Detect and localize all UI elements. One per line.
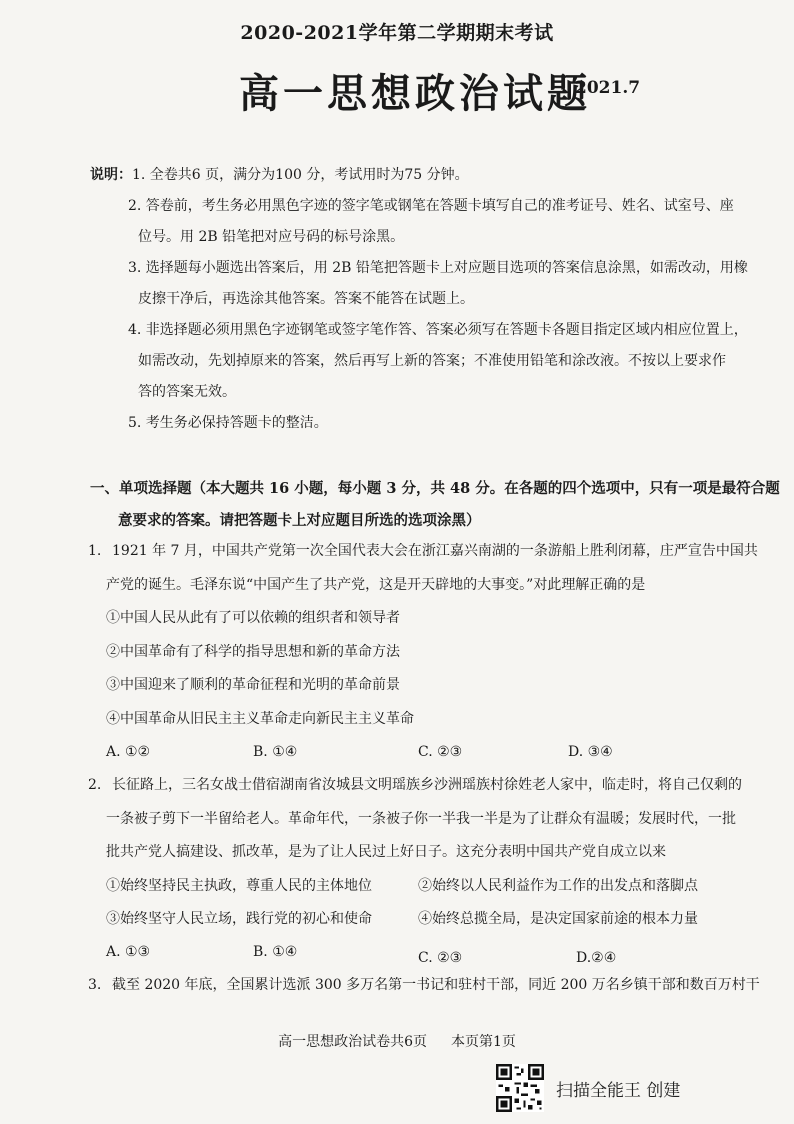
- watermark-text: 扫描全能王 创建: [556, 1081, 681, 1101]
- footer-total-pages: 高一思想政治试卷共6页: [278, 1034, 427, 1050]
- section-heading: 一、单项选择题（本大题共 16 小题，每小题 3 分，共 48 分。在各题的四个选项中，只有一项是最符合题 意要求的答案。请把答题卡上对应题目所选的选项涂黑）: [90, 480, 780, 529]
- instruction-item: 2. 答卷前，考生务必用黑色字迹的签字笔或钢笔在答题卡填写自己的准考证号、姓名、试室号、座: [128, 198, 734, 214]
- page-title: 高一思想政治试题: [239, 70, 591, 117]
- instruction-item-cont: 皮擦干净后，再选涂其他答案。答案不能答在试题上。: [138, 291, 474, 307]
- instruction-item-cont: 如需改动，先划掉原来的答案，然后再写上新的答案；不准使用铅笔和涂改液。不按以上要求作: [138, 353, 726, 369]
- question-3-stem: 3. 截至 2020 年底，全国累计选派 300 多万名第一书记和驻村干部，同近 200 万名乡镇干部和数百万村干: [88, 976, 760, 993]
- question-2-choices: [88, 936, 780, 969]
- instruction-item: 3. 选择题每小题选出答案后，用 2B 铅笔把答题卡上对应题目选项的答案信息涂黑，如需改动，用橡: [128, 260, 748, 276]
- instruction-item-cont: 位号。用 2B 铅笔把对应号码的标号涂黑。: [138, 229, 405, 245]
- title-row: [0, 62, 794, 117]
- question-2-options-row: [88, 870, 780, 903]
- instruction-item: 1. 全卷共6 页，满分为100 分，考试用时为75 分钟。: [132, 167, 469, 183]
- choice-b: B. ①④: [253, 744, 298, 760]
- exam-date: 2021.7: [575, 78, 641, 98]
- choice-d: D.②④: [576, 949, 617, 966]
- question-2-option: ①始终坚持民主执政，尊重人民的主体地位: [106, 877, 372, 894]
- question-2-option: ④始终总揽全局，是决定国家前途的根本力量: [418, 910, 698, 927]
- choice-a: A. ①③: [106, 943, 151, 960]
- instruction-item: 4. 非选择题必须用黑色字迹钢笔或签字笔作答、答案必须写在答题卡各题目指定区域内相应位置上，: [128, 322, 748, 338]
- question-1-option: ③中国迎来了顺利的革命征程和光明的革命前景: [106, 677, 400, 693]
- instruction-item-cont: 答的答案无效。: [138, 384, 236, 400]
- question-1-option: ②中国革命有了科学的指导思想和新的革命方法: [106, 643, 400, 660]
- question-2-stem-cont: 批共产党人搞建设、抓改革，是为了让人民过上好日子。这充分表明中国共产党自成立以来: [106, 844, 666, 860]
- question-2-option: ②始终以人民利益作为工作的出发点和落脚点: [418, 877, 698, 894]
- question-2-stem-cont: 一条被子剪下一半留给老人。革命年代，一条被子你一半我一半是为了让群众有温暖；发展时代，一批: [106, 810, 736, 827]
- scanner-watermark: [496, 1064, 756, 1116]
- instructions: [90, 160, 780, 439]
- question-1-option: ①中国人民从此有了可以依赖的组织者和领导者: [106, 610, 400, 626]
- choice-d: D. ③④: [568, 744, 613, 760]
- question-2-stem: 2. 长征路上，三名女战士借宿湖南省汝城县文明瑶族乡沙洲瑶族村徐姓老人家中，临走时，将自己仅剩的: [88, 777, 742, 793]
- page-footer: [0, 1031, 794, 1051]
- qr-code-icon: [496, 1064, 544, 1112]
- questions: [88, 535, 780, 1002]
- instructions-prefix: 说明：: [90, 167, 132, 183]
- question-1-option: ④中国革命从旧民主主义革命走向新民主主义革命: [106, 710, 414, 727]
- choice-c: C. ②③: [418, 744, 463, 760]
- question-2-option: ③始终坚守人民立场，践行党的初心和使命: [106, 910, 372, 927]
- exam-name: 2020-2021学年第二学期期末考试: [240, 22, 554, 44]
- choice-b: B. ①④: [253, 943, 298, 960]
- question-2-options-row: [88, 903, 780, 936]
- choice-c: C. ②③: [418, 949, 463, 966]
- question-1-stem: 1. 1921 年 7 月，中国共产党第一次全国代表大会在浙江嘉兴南湖的一条游船上胜利闭幕，庄严宣告中国共: [88, 543, 758, 559]
- instruction-item: 5. 考生务必保持答题卡的整洁。: [128, 415, 328, 431]
- question-1-stem-cont: 产党的诞生。毛泽东说“中国产生了共产党，这是开天辟地的大事变。”对此理解正确的是: [106, 576, 646, 593]
- question-1-choices: [88, 736, 780, 769]
- footer-page-number: 本页第1页: [451, 1034, 516, 1050]
- choice-a: A. ①②: [106, 744, 151, 760]
